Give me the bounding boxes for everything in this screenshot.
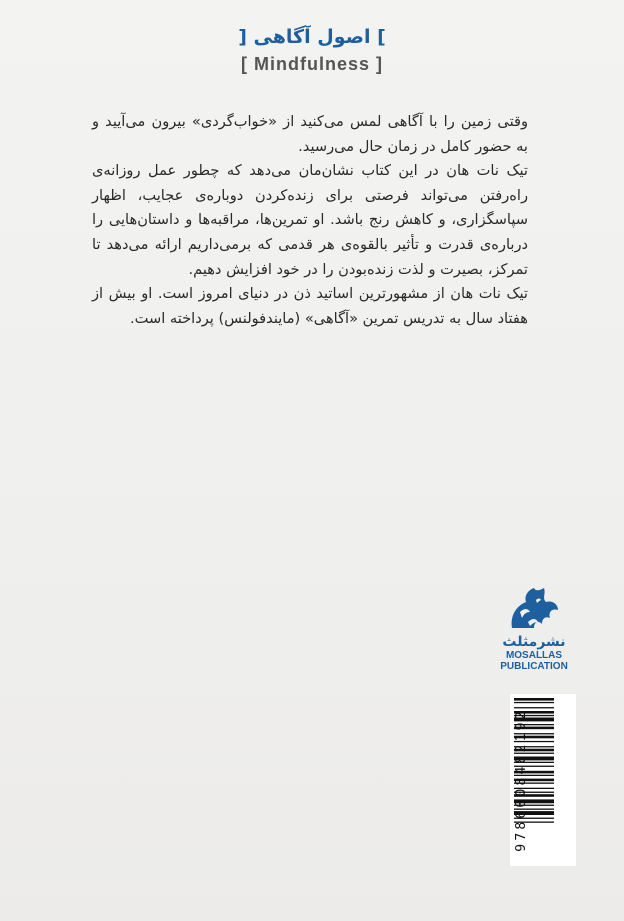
title-persian-text: اصول آگاهی [253,26,371,48]
blurb-paragraph-2: تیک نات هان در این کتاب نشان‌مان می‌دهد که چطور عمل روزانه‌ی راه‌رفتن می‌تواند فرصتی برای زنده‌کردن دوباره‌ی عجایب، اظهار سپاسگزاری، و کاهش رنج باشد. او تمرین‌ها، مراقبه‌ها و داستان‌هایی را درباره‌ی قدرت و تأثیر بالقوه‌ی هر قدمی که برمی‌داریم ارائه می‌دهد تا تمرکز، بصیرت و لذت زنده‌بودن را در خود افزایش دهیم. [92,162,528,278]
isbn-number: 9786008482192 [514,708,529,852]
publisher-name-english-1: MOSALLAS [505,650,563,661]
publisher-name-persian: نشرمثلث [502,634,566,650]
horse-wave-logo-icon [506,582,562,634]
blurb [92,110,528,331]
title-persian [0,26,624,48]
title-bracket-open: ] [377,26,386,48]
blurb-paragraph-1: وقتی زمین را با آگاهی لمس می‌کنید از «خواب‌گردی» بیرون می‌آیید و به حضور کامل در زمان حال می‌رسید. [92,113,528,155]
publisher-logo [494,582,574,692]
title-bracket-close: [ [238,26,247,48]
blurb-paragraph-3: تیک نات هان از مشهورترین اساتید ذن در دنیای امروز است. او بیش از هفتاد سال به تدریس تمرین «آگاهی» (مایندفولنس) پرداخته است. [92,285,528,327]
title-english: [ Mindfulness ] [241,54,383,74]
publisher-name-english-2: PUBLICATION [500,661,568,672]
